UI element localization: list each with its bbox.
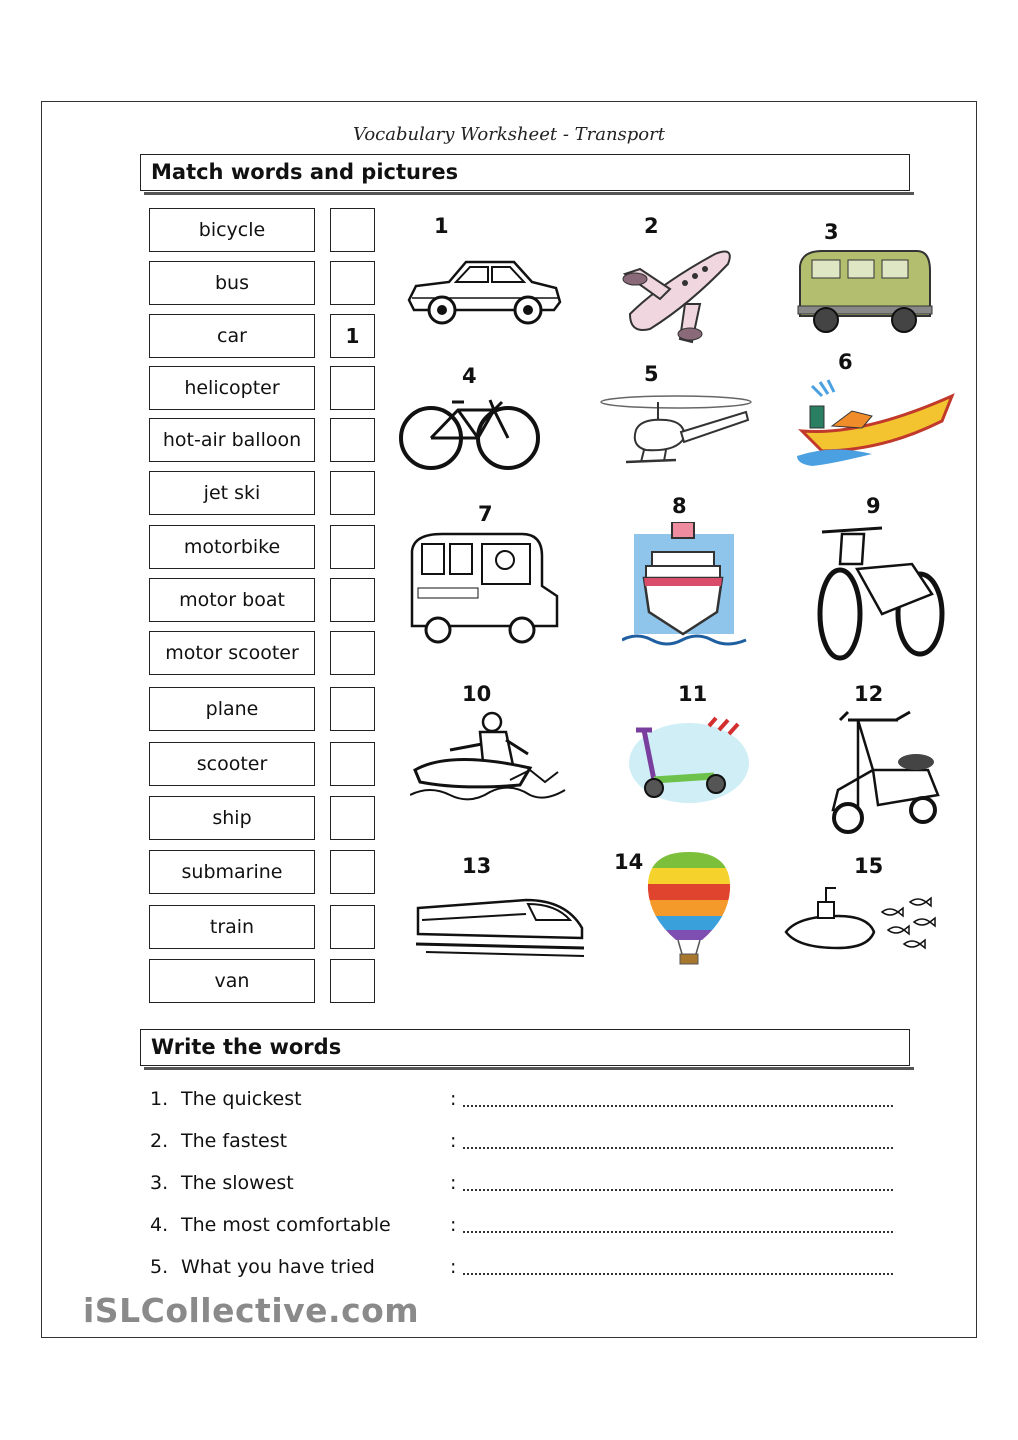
picture-number: 12 — [854, 682, 884, 706]
train-icon — [416, 888, 586, 958]
word-row — [149, 578, 377, 624]
picture-number: 7 — [478, 502, 493, 526]
separator: : — [450, 1130, 457, 1152]
answer-line[interactable] — [463, 1105, 893, 1107]
word-row — [149, 366, 377, 412]
picture-number: 5 — [644, 362, 659, 386]
picture-number: 1 — [434, 214, 449, 238]
picture-number: 2 — [644, 214, 659, 238]
picture-4 — [398, 360, 568, 510]
plane-icon — [610, 234, 750, 354]
word-label: plane — [149, 687, 315, 731]
answer-box[interactable] — [330, 471, 375, 515]
word-label: bus — [149, 261, 315, 305]
picture-8 — [612, 494, 782, 644]
picture-5 — [594, 360, 764, 510]
watermark-logo: iSLCollective.com — [83, 1291, 420, 1330]
picture-15 — [778, 852, 948, 1002]
word-row — [149, 742, 377, 788]
picture-6 — [790, 350, 960, 500]
word-row — [149, 525, 377, 571]
picture-14 — [610, 848, 780, 998]
answer-box[interactable] — [330, 261, 375, 305]
answer-box[interactable] — [330, 905, 375, 949]
picture-number: 10 — [462, 682, 492, 706]
picture-number: 8 — [672, 494, 687, 518]
word-row — [149, 796, 377, 842]
answer-box[interactable] — [330, 742, 375, 786]
motor-scooter-icon — [818, 710, 948, 840]
word-label: scooter — [149, 742, 315, 786]
ship-icon — [622, 522, 752, 662]
answer-box[interactable] — [330, 578, 375, 622]
picture-1 — [398, 210, 568, 360]
answer-box[interactable] — [330, 631, 375, 675]
car-icon — [404, 250, 564, 330]
picture-9 — [800, 494, 970, 644]
question-text: The slowest — [181, 1172, 294, 1194]
question-row — [150, 1088, 900, 1116]
word-row — [149, 261, 377, 307]
picture-13 — [412, 852, 582, 1002]
hot-air-balloon-icon — [644, 848, 734, 968]
separator: : — [450, 1256, 457, 1278]
question-row — [150, 1256, 900, 1284]
answer-box[interactable] — [330, 796, 375, 840]
motorbike-icon — [802, 524, 952, 664]
picture-number: 15 — [854, 854, 884, 878]
van-icon — [792, 246, 937, 338]
picture-2 — [608, 210, 778, 360]
answer-box[interactable] — [330, 525, 375, 569]
question-row — [150, 1130, 900, 1158]
helicopter-icon — [596, 390, 756, 480]
write-section-heading: Write the words — [140, 1029, 910, 1066]
question-text: The fastest — [181, 1130, 288, 1152]
word-label: motor scooter — [149, 631, 315, 675]
answer-box[interactable] — [330, 687, 375, 731]
question-number: 2. — [150, 1130, 169, 1152]
word-label: bicycle — [149, 208, 315, 252]
word-row — [149, 687, 377, 733]
word-label: motorbike — [149, 525, 315, 569]
question-row — [150, 1172, 900, 1200]
answer-box[interactable] — [330, 366, 375, 410]
answer-box[interactable] — [330, 208, 375, 252]
word-label: motor boat — [149, 578, 315, 622]
word-row — [149, 471, 377, 517]
word-label: submarine — [149, 850, 315, 894]
picture-number: 14 — [614, 850, 644, 874]
picture-number: 3 — [824, 220, 839, 244]
picture-number: 13 — [462, 854, 492, 878]
separator: : — [450, 1214, 457, 1236]
bus-icon — [402, 526, 562, 646]
word-row — [149, 631, 377, 677]
picture-10 — [410, 678, 580, 828]
bicycle-icon — [398, 392, 543, 472]
picture-3 — [790, 210, 960, 360]
word-label: helicopter — [149, 366, 315, 410]
submarine-icon — [778, 882, 943, 957]
answer-box[interactable] — [330, 959, 375, 1003]
word-label: van — [149, 959, 315, 1003]
question-number: 5. — [150, 1256, 169, 1278]
word-row — [149, 959, 377, 1005]
picture-number: 9 — [866, 494, 881, 518]
answer-line[interactable] — [463, 1273, 893, 1275]
answer-box[interactable] — [330, 850, 375, 894]
picture-number: 4 — [462, 364, 477, 388]
separator: : — [450, 1088, 457, 1110]
picture-11 — [622, 678, 792, 828]
jet-ski-icon — [410, 710, 570, 810]
picture-number: 6 — [838, 350, 853, 374]
question-number: 3. — [150, 1172, 169, 1194]
word-row — [149, 418, 377, 464]
answer-box[interactable] — [330, 418, 375, 462]
word-row — [149, 314, 377, 360]
picture-7 — [400, 500, 570, 650]
question-row — [150, 1214, 900, 1242]
question-text: What you have tried — [181, 1256, 375, 1278]
answer-box[interactable]: 1 — [330, 314, 375, 358]
word-row — [149, 905, 377, 951]
word-row — [149, 850, 377, 896]
picture-12 — [812, 678, 982, 828]
word-row — [149, 208, 377, 254]
word-label: train — [149, 905, 315, 949]
answer-line[interactable] — [463, 1189, 893, 1191]
word-label: ship — [149, 796, 315, 840]
word-label: jet ski — [149, 471, 315, 515]
separator: : — [450, 1172, 457, 1194]
answer-line[interactable] — [463, 1231, 893, 1233]
question-text: The most comfortable — [181, 1214, 391, 1236]
word-label: hot-air balloon — [149, 418, 315, 462]
picture-number: 11 — [678, 682, 708, 706]
match-section-heading: Match words and pictures — [140, 154, 910, 191]
question-number: 1. — [150, 1088, 169, 1110]
word-label: car — [149, 314, 315, 358]
worksheet-title: Vocabulary Worksheet - Transport — [353, 124, 665, 145]
question-number: 4. — [150, 1214, 169, 1236]
answer-line[interactable] — [463, 1147, 893, 1149]
scooter-icon — [624, 708, 754, 808]
motor-boat-icon — [792, 376, 957, 471]
question-text: The quickest — [181, 1088, 302, 1110]
